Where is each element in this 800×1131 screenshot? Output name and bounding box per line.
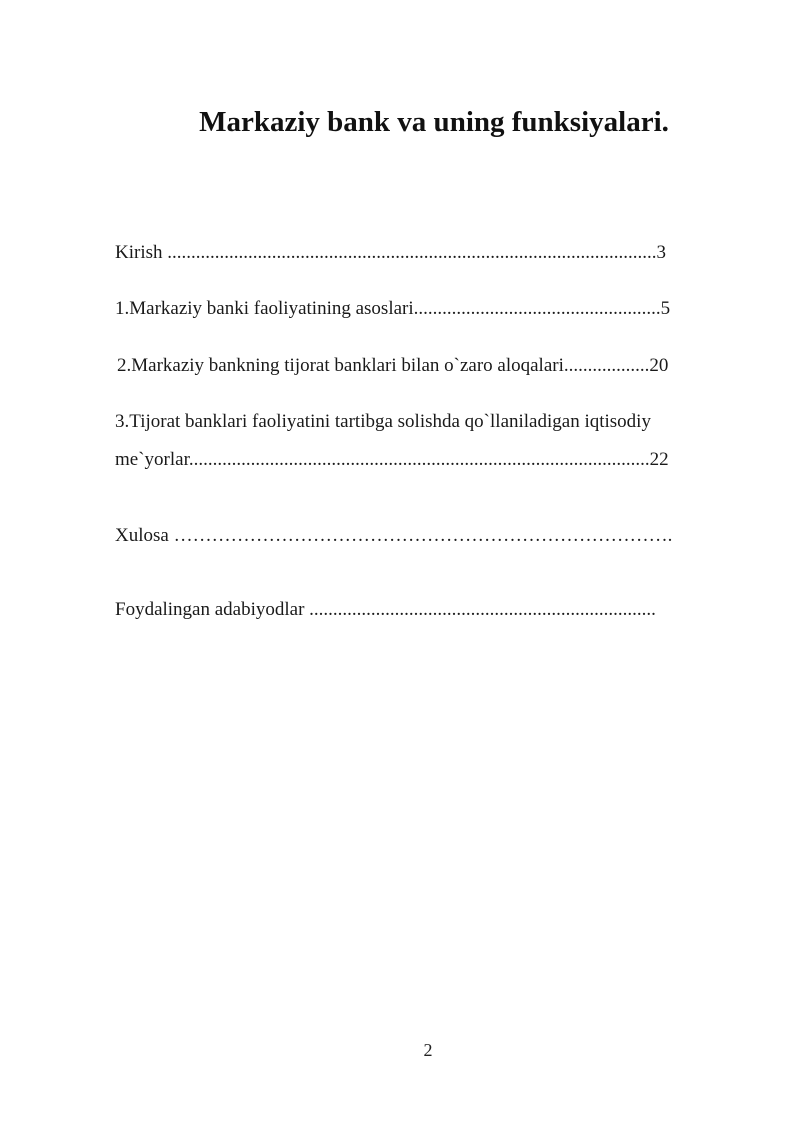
page-number: 2: [423, 1040, 433, 1060]
toc-entry-kirish: Kirish .......................................................................................................3: [115, 242, 666, 263]
toc-entry-xulosa: Xulosa …………………………………………………………………….: [115, 525, 673, 546]
toc-entry-chapter-3-line-2: me`yorlar.................................................................................................22: [115, 449, 669, 470]
toc-entry-foydalingan: Foydalingan adabiyodlar .........................................................................: [115, 599, 656, 620]
document-title: Markaziy bank va uning funksiyalari.: [199, 106, 669, 138]
toc-entry-chapter-3-line-1: 3.Tijorat banklari faoliyatini tartibga solishda qo`llaniladigan iqtisodiy: [115, 411, 651, 432]
toc-entry-chapter-2: 2.Markaziy bankning tijorat banklari bilan o`zaro aloqalari..................20: [117, 355, 669, 376]
toc-entry-chapter-1: 1.Markaziy banki faoliyatining asoslari....................................................5: [115, 298, 671, 319]
